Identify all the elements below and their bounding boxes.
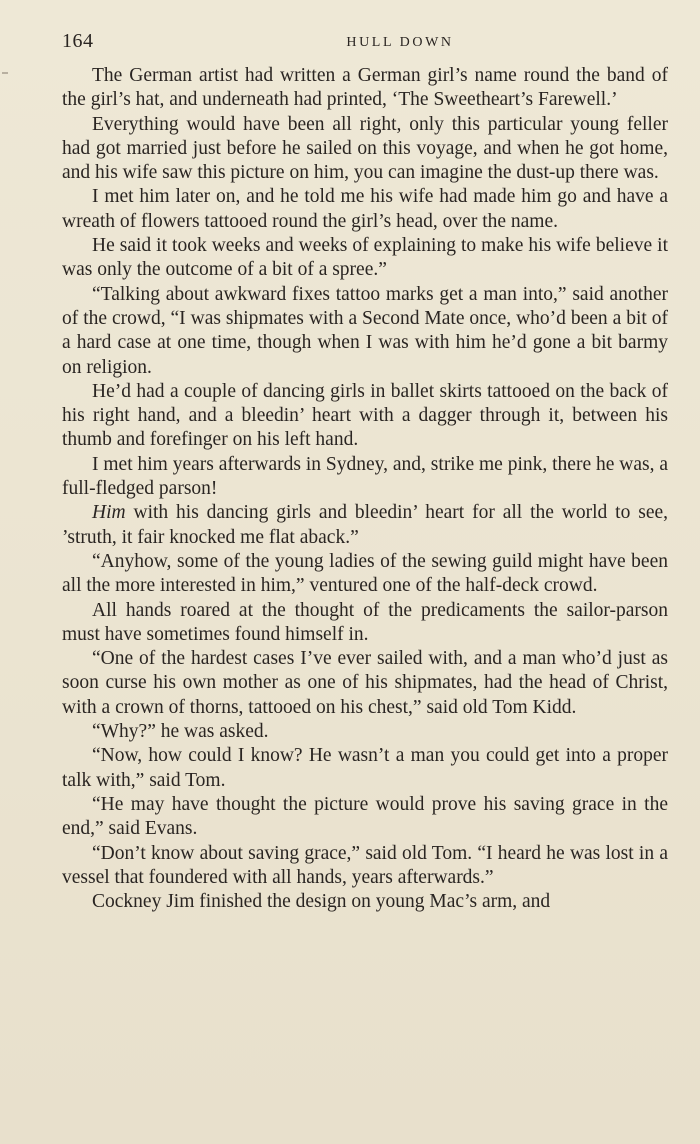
paragraph-text: He said it took weeks and weeks of explaining to make his wife believe it was only the outcome of a bit of a spree.” [62, 235, 668, 281]
paragraph-text: “One of the hardest cases I’ve ever sailed with, and a man who’d just as soon curse his own mother as one of his shipmates, had the head of Christ, with a crown of thorns, tattooed on his chest,” said old Tom Kidd. [62, 648, 668, 718]
paragraph-text: He’d had a couple of dancing girls in ballet skirts tattooed on the back of his right hand, and a bleedin’ heart with a dagger through it, between his thumb and forefinger on his left hand. [62, 380, 668, 451]
paragraph-text: with his dancing girls and bleedin’ heart for all the world to see, ’struth, it fair knocked me flat aback.” [62, 502, 668, 548]
paragraph [62, 113, 668, 186]
paragraph-text: “Anyhow, some of the young ladies of the sewing guild might have been all the more interested in him,” ventured one of the half-deck crowd. [62, 550, 668, 597]
paragraph-text: All hands roared at the thought of the predicaments the sailor-parson must have sometimes found himself in. [62, 599, 668, 645]
paragraph [62, 283, 668, 380]
paragraph [62, 550, 668, 599]
paragraph-text: Cockney Jim finished the design on young Mac’s arm, and [92, 891, 551, 913]
italic-emphasis: Him [92, 502, 126, 524]
paragraph-text: “Now, how could I know? He wasn’t a man you could get into a proper talk with,” said Tom. [62, 745, 668, 791]
paragraph-text: “Why?” he was asked. [92, 721, 269, 743]
paragraph-text: “He may have thought the picture would prove his saving grace in the end,” said Evans. [62, 793, 668, 840]
paragraph [62, 793, 668, 842]
paragraph [62, 64, 668, 113]
paragraph [62, 185, 668, 234]
paragraph-text: “Don’t know about saving grace,” said old Tom. “I heard he was lost in a vessel that foundered with all hands, years afterwards.” [62, 842, 668, 888]
paragraph [62, 720, 668, 744]
paragraph [62, 744, 668, 793]
paragraph [62, 234, 668, 283]
paragraph-text: I met him years afterwards in Sydney, and, strike me pink, there he was, a full-fledged parson! [62, 453, 668, 500]
paragraph [62, 380, 668, 453]
page-header [62, 30, 668, 60]
paragraph [62, 501, 668, 550]
paragraph-text: Everything would have been all right, only this particular young feller had got married just before he sailed on this voyage, and when he got home, and his wife saw this picture on him, you can imagine the dust-up there was. [62, 113, 668, 184]
paragraph [62, 599, 668, 648]
paragraph [62, 890, 668, 914]
body-text [62, 64, 668, 914]
paragraph-text: I met him later on, and he told me his wife had made him go and have a wreath of flowers tattooed round the girl’s head, over the name. [62, 186, 668, 232]
running-head: HULL DOWN [346, 35, 454, 50]
paragraph [62, 842, 668, 891]
margin-mark [2, 72, 8, 74]
paragraph [62, 647, 668, 720]
paragraph-text: “Talking about awkward fixes tattoo marks get a man into,” said another of the crowd, “I was shipmates with a Second Mate once, who’d been a bit of a hard case at one time, though when I was with him he’d gone a bit barmy on religion. [62, 283, 668, 378]
paragraph-text: The German artist had written a German girl’s name round the band of the girl’s hat, and underneath had printed, ‘The Sweetheart’s Farewell.’ [62, 65, 668, 111]
paragraph [62, 453, 668, 502]
page-number: 164 [62, 30, 94, 52]
